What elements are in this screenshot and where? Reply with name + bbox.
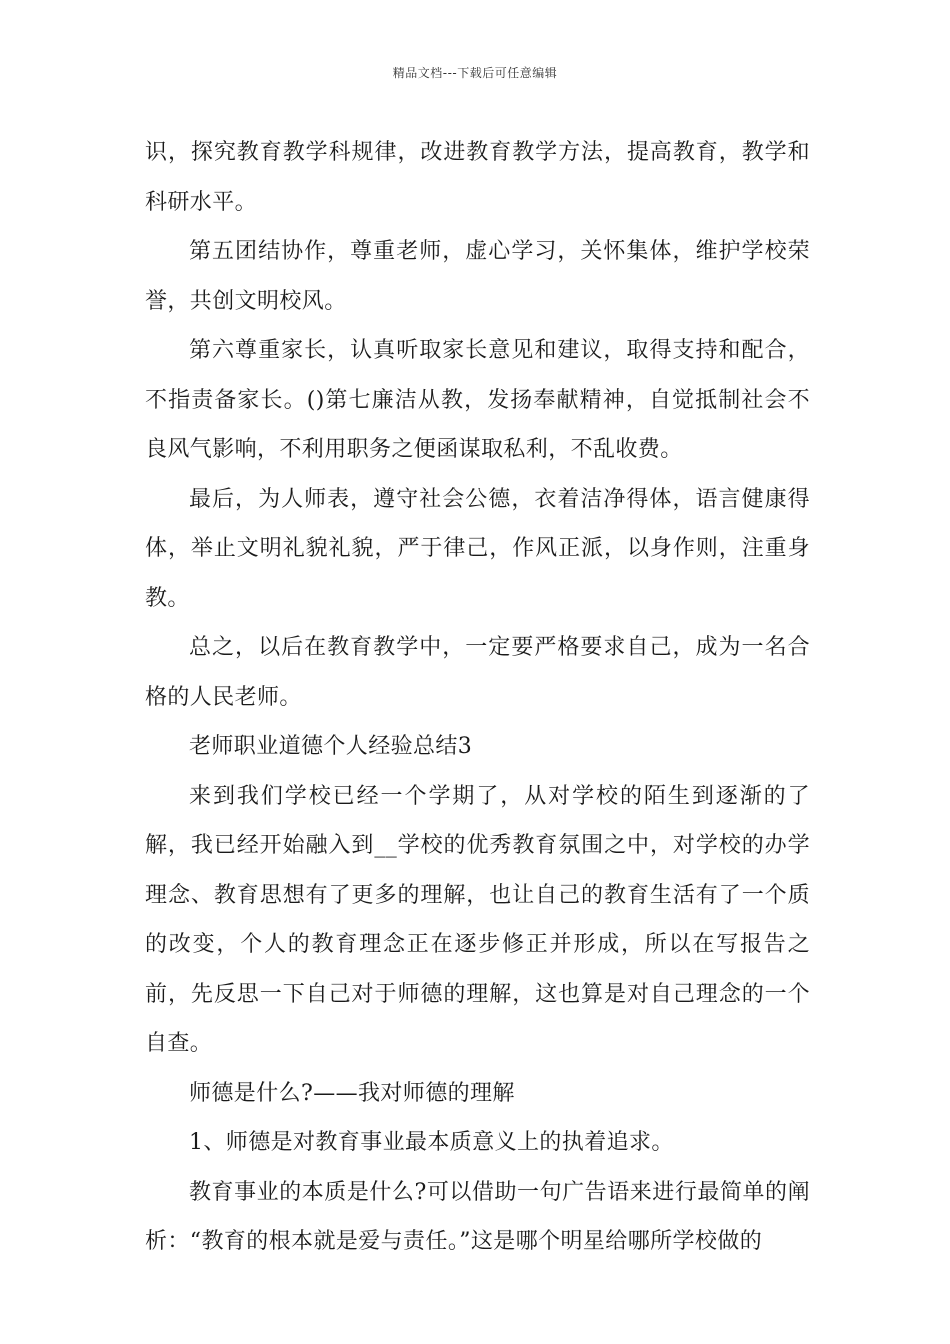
paragraph-sixth-seventh-rule: 第六尊重家长，认真听取家长意见和建议，取得支持和配合，不指责备家长。()第七廉洁从教，发扬奉献精神，自觉抵制社会不良风气影响，不利用职务之便函谋取私利，不乱收费。 — [145, 338, 810, 462]
paragraph-fifth-rule: 第五团结协作，尊重老师，虚心学习，关怀集体，维护学校荣誉，共创文明校风。 — [145, 239, 810, 314]
document-body — [145, 128, 810, 1267]
section-heading: 老师职业道德个人经验总结3 — [189, 734, 473, 759]
paragraph-conclusion: 总之，以后在教育教学中，一定要严格要求自己，成为一名合格的人民老师。 — [145, 635, 810, 710]
page-header: 精品文档---下载后可任意编辑 — [392, 66, 558, 80]
subheading-what-is-ethics: 师德是什么?——我对师德的理解 — [189, 1080, 515, 1106]
paragraph-finally: 最后，为人师表，遵守社会公德，衣着洁净得体，语言健康得体，举止文明礼貌礼貌，严于律己，作风正派，以身作则，注重身教。 — [145, 486, 810, 611]
paragraph-intro: 来到我们学校已经一个学期了，从对学校的陌生到逐渐的了解，我已经开始融入到__学校的优秀教育氛围之中，对学校的办学理念、教育思想有了更多的理解，也让自己的教育生活有了一个质的改变，个人的教育理念正在逐步修正并形成，所以在写报告之前，先反思一下自己对于师德的理解，这也算是对自己理念的一个自查。 — [145, 783, 810, 1056]
list-item-1: 1、师德是对教育事业最本质意义上的执着追求。 — [189, 1130, 674, 1155]
paragraph-continuation: 识，探究教育教学科规律，改进教育教学方法，提高教育，教学和科研水平。 — [145, 140, 810, 215]
paragraph-essence: 教育事业的本质是什么?可以借助一句广告语来进行最简单的阐析：“教育的根本就是爱与责任。”这是哪个明星给哪所学校做的 — [145, 1179, 810, 1254]
